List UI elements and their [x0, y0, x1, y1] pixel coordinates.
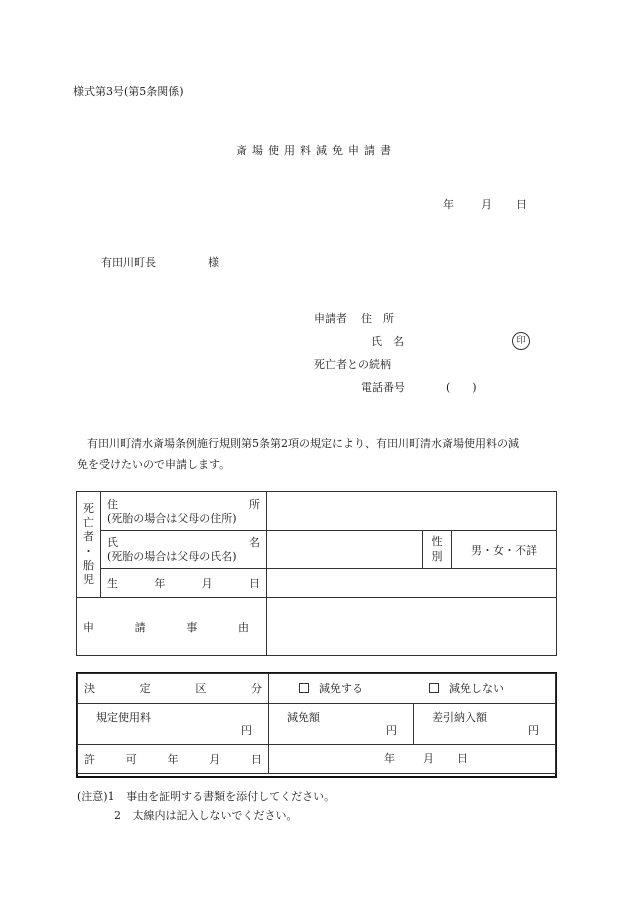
- note-2-number: 2: [114, 809, 121, 822]
- net-yen: 円: [528, 724, 539, 737]
- address-label-right: 所: [249, 497, 260, 511]
- side-char: 児: [83, 573, 94, 587]
- note-1: [77, 791, 335, 802]
- permit-char: 月: [209, 752, 221, 766]
- seal-mark-text: 印: [516, 335, 526, 346]
- birth-label-cell: [101, 569, 267, 598]
- note-2: [114, 810, 298, 821]
- applicant-name-label: 氏 名: [371, 335, 404, 348]
- note-1-number: 1: [107, 790, 115, 803]
- reason-char: 請: [134, 620, 146, 634]
- discount-cell[interactable]: [269, 704, 414, 745]
- date-day-label: 日: [516, 198, 527, 211]
- discount-label: 減免額: [287, 711, 320, 724]
- date-year-label: 年: [443, 198, 454, 211]
- office-use-section: [76, 672, 557, 778]
- address-input-cell[interactable]: [267, 492, 557, 531]
- option-not-exempt-label: 減免しない: [449, 682, 504, 695]
- sex-label-char: 性: [431, 535, 443, 549]
- deceased-info-table: [76, 491, 557, 656]
- name-label-left: 氏: [107, 536, 118, 550]
- reason-label-cell: [77, 598, 267, 656]
- birth-input-cell[interactable]: [267, 569, 557, 598]
- form-title: 斎場使用料減免申請書: [236, 144, 396, 157]
- name-sublabel: (死胎の場合は父母の氏名): [107, 550, 237, 564]
- reason-char: 由: [237, 620, 249, 634]
- reason-char: 申: [83, 620, 94, 634]
- fee-cell[interactable]: [78, 704, 269, 745]
- permit-year-label: 年: [384, 752, 395, 765]
- side-char: 胎: [83, 558, 94, 572]
- phone-parens: ( ): [446, 381, 477, 394]
- birth-char: 生: [107, 577, 118, 590]
- decision-options-cell: [269, 674, 556, 704]
- option-exempt[interactable]: [299, 683, 429, 694]
- applicant-address-label: 住 所: [361, 312, 394, 325]
- checkbox-icon[interactable]: [429, 683, 439, 693]
- addressee-honorific: 様: [208, 256, 219, 269]
- permit-char: 許: [84, 752, 95, 766]
- decision-char: 分: [250, 682, 262, 695]
- sex-options: 男・女・不詳: [471, 543, 537, 557]
- office-use-table: [77, 673, 556, 774]
- reason-input-cell[interactable]: [267, 598, 557, 656]
- fee-yen: 円: [241, 724, 252, 737]
- fee-label: 規定使用料: [96, 711, 151, 724]
- relation-label: 死亡者との続柄: [314, 358, 391, 371]
- body-text-line2: 免を受けたいので申請します。: [77, 458, 231, 471]
- permit-month-label: 月: [423, 752, 434, 765]
- name-input-cell[interactable]: [267, 531, 423, 569]
- net-label: 差引納入額: [432, 711, 487, 724]
- birth-char: 日: [248, 577, 260, 590]
- decision-char: 決: [84, 682, 95, 695]
- body-text-line1: 有田川町清水斎場条例施行規則第5条第2項の規定により、有田川町清水斎場使用料の減: [87, 437, 519, 450]
- decision-char: 定: [139, 682, 151, 695]
- permit-char: 日: [251, 752, 262, 766]
- reason-char: 事: [186, 620, 198, 634]
- decision-label-cell: [78, 674, 269, 704]
- permit-date-label-cell: [78, 745, 269, 774]
- side-char: 者: [83, 530, 94, 544]
- option-not-exempt[interactable]: [429, 683, 504, 694]
- form-number: 様式第3号(第5条関係): [73, 85, 184, 98]
- addressee-name: 有田川町長: [101, 256, 156, 269]
- applicant-label: 申請者: [314, 312, 347, 325]
- sex-label-char: 別: [431, 549, 443, 563]
- name-label-cell: [101, 531, 267, 569]
- deceased-side-label: [77, 492, 101, 598]
- sex-options-cell[interactable]: [452, 531, 557, 569]
- side-char: ・: [83, 544, 94, 558]
- sex-label-cell: [423, 531, 452, 569]
- birth-char: 年: [154, 577, 166, 590]
- checkbox-icon[interactable]: [299, 683, 309, 693]
- side-char: 亡: [83, 515, 94, 529]
- side-char: 死: [83, 501, 94, 515]
- date-month-label: 月: [481, 198, 492, 211]
- birth-char: 月: [201, 577, 213, 590]
- permit-char: 年: [167, 752, 179, 766]
- address-label-left: 住: [107, 497, 118, 511]
- discount-yen: 円: [386, 724, 397, 737]
- address-label-cell: [101, 492, 267, 531]
- seal-mark: [512, 332, 530, 350]
- permit-day-label: 日: [457, 752, 468, 765]
- phone-label: 電話番号: [361, 381, 405, 394]
- note-prefix: (注意): [77, 790, 108, 803]
- permit-char: 可: [125, 752, 137, 766]
- permit-date-input-cell[interactable]: [269, 745, 556, 774]
- name-label-right: 名: [249, 536, 260, 550]
- net-cell[interactable]: [414, 704, 556, 745]
- address-sublabel: (死胎の場合は父母の住所): [107, 511, 237, 525]
- option-exempt-label: 減免する: [319, 682, 363, 695]
- note-2-text: 太線内は記入しないでください。: [132, 809, 298, 822]
- note-1-text: 事由を証明する書類を添付してください。: [126, 790, 336, 803]
- decision-char: 区: [195, 682, 207, 695]
